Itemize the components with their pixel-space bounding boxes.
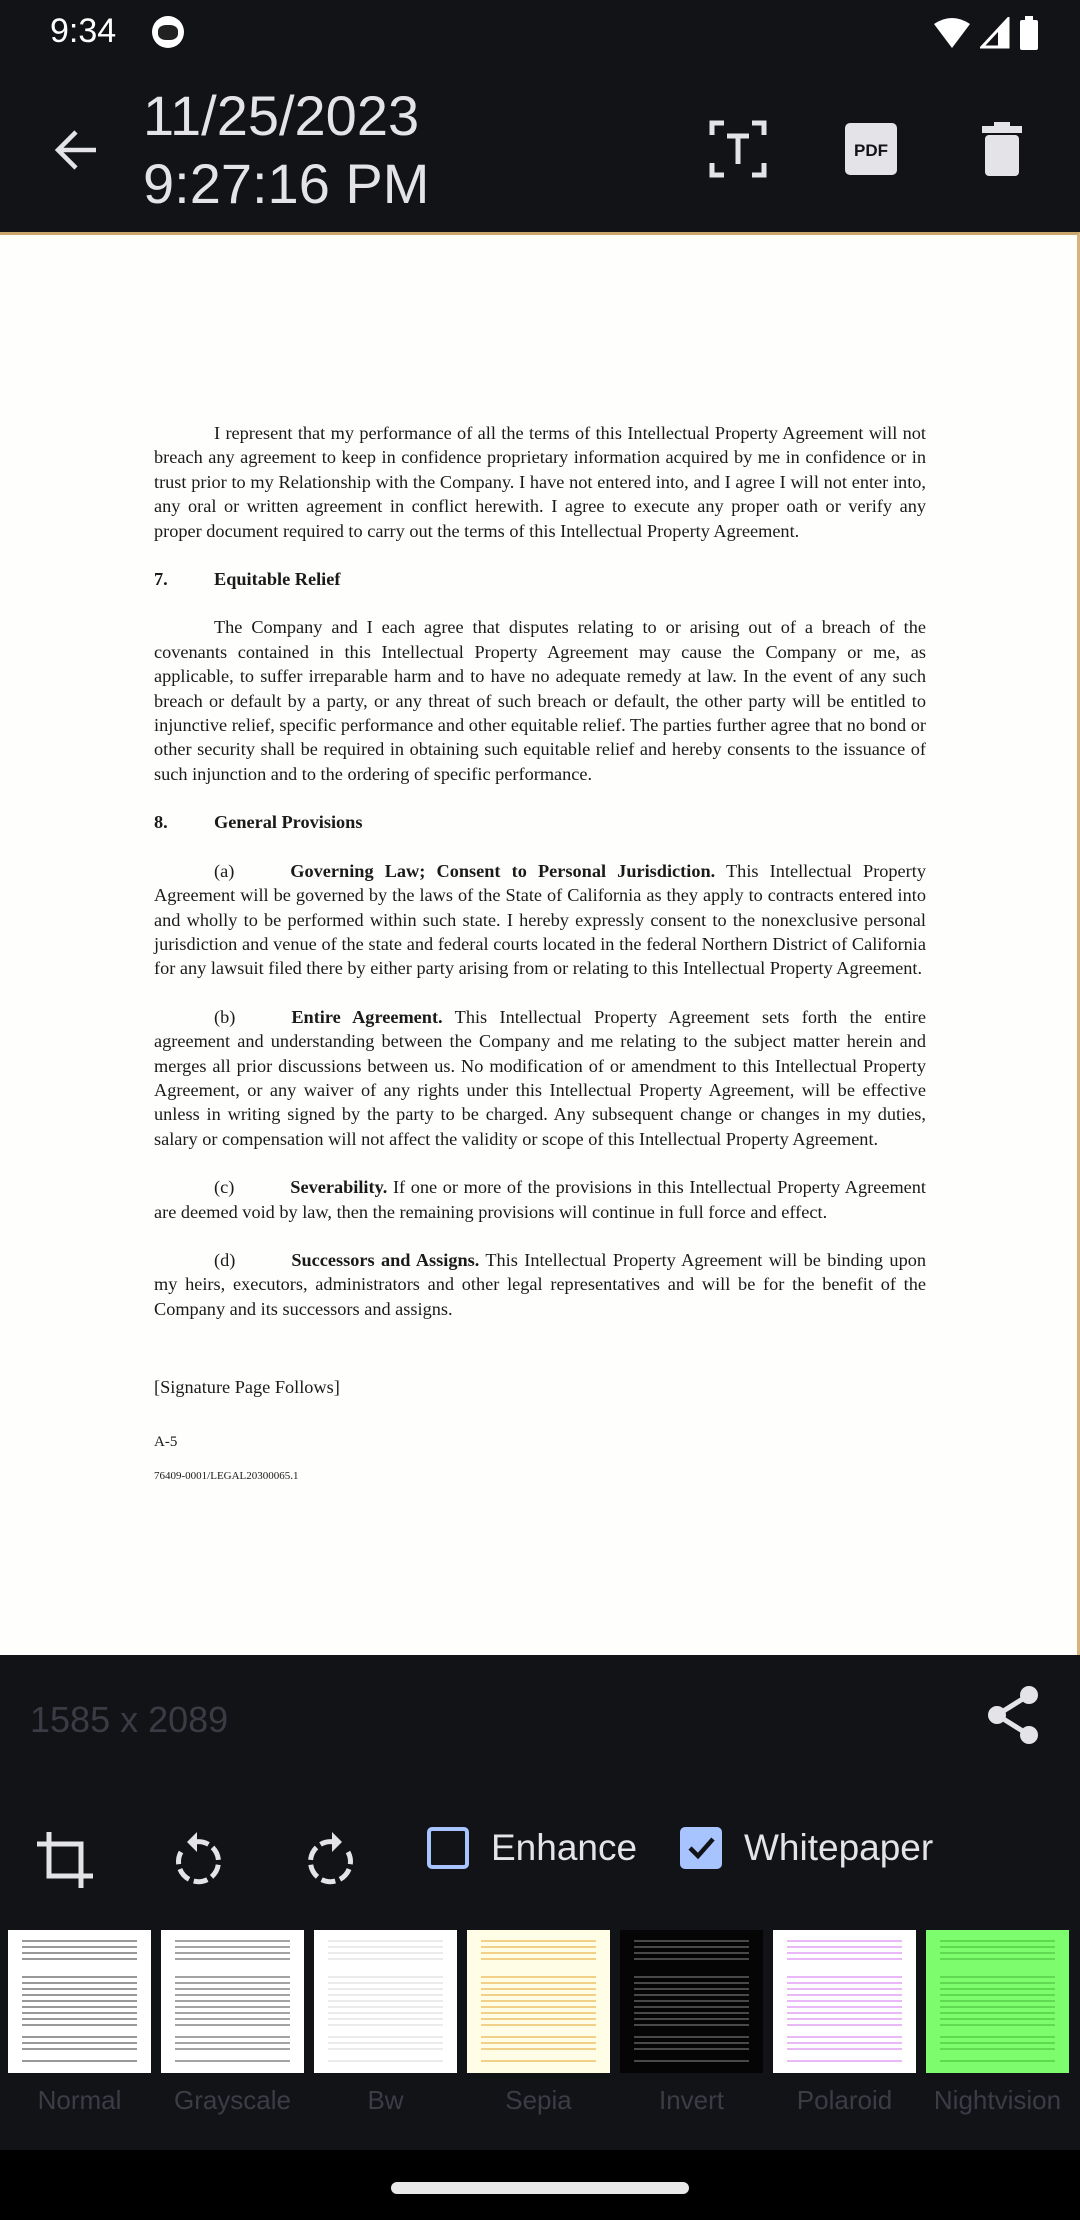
- filter-option[interactable]: [8, 1930, 151, 2116]
- filter-option[interactable]: [620, 1930, 763, 2116]
- page-number: A-5: [154, 1433, 178, 1450]
- filter-option[interactable]: [314, 1930, 457, 2116]
- thumbnail-text-line: [175, 2018, 290, 2020]
- home-gesture-handle[interactable]: [391, 2182, 689, 2194]
- filter-thumbnail: [773, 1930, 916, 2073]
- document-preview[interactable]: [0, 232, 1080, 1655]
- trash-icon: [980, 122, 1024, 176]
- pdf-icon: [845, 123, 897, 175]
- thumbnail-text-line: [481, 2060, 596, 2062]
- thumbnail-text-line: [22, 2012, 137, 2014]
- thumbnail-text-line: [481, 2000, 596, 2002]
- thumbnail-text-line: [634, 1952, 749, 1954]
- thumbnail-text-line: [634, 1940, 749, 1942]
- thumbnail-text-line: [175, 1988, 290, 1990]
- section-heading: 7. Equitable Relief: [154, 569, 341, 590]
- thumbnail-text-line: [22, 2042, 137, 2044]
- thumbnail-text-line: [634, 1988, 749, 1990]
- thumbnail-text-line: [940, 1982, 1055, 1984]
- thumbnail-text-line: [328, 2012, 443, 2014]
- export-pdf-button[interactable]: [836, 114, 906, 184]
- thumbnail-text-line: [634, 1976, 749, 1978]
- thumbnail-text-line: [328, 2060, 443, 2062]
- thumbnail-text-line: [22, 1994, 137, 1996]
- signal-icon: [980, 17, 1010, 49]
- thumbnail-text-line: [22, 1988, 137, 1990]
- thumbnail-text-line: [787, 1958, 902, 1960]
- enhance-label: Enhance: [491, 1827, 638, 1868]
- thumbnail-text-line: [175, 1952, 290, 1954]
- thumbnail-text-line: [22, 1946, 137, 1948]
- thumbnail-text-line: [328, 1958, 443, 1960]
- thumbnail-text-line: [634, 2042, 749, 2044]
- thumbnail-text-line: [22, 1952, 137, 1954]
- thumbnail-text-line: [481, 2048, 596, 2050]
- thumbnail-text-line: [22, 1976, 137, 1978]
- thumbnail-text-line: [940, 1940, 1055, 1942]
- thumbnail-text-line: [328, 1982, 443, 1984]
- thumbnail-text-line: [634, 2012, 749, 2014]
- svg-text:PDF: PDF: [854, 141, 888, 160]
- thumbnail-text-line: [328, 2042, 443, 2044]
- thumbnail-text-line: [940, 1952, 1055, 1954]
- thumbnail-text-line: [22, 2036, 137, 2038]
- doc-paragraph: (c) Severability. If one or more of the provisions in this Intellectual Property Agreement are deemed void by law, then the remaining provisions will continue in full force and effect.: [154, 1177, 927, 1222]
- thumbnail-text-line: [787, 1988, 902, 1990]
- filter-option[interactable]: [467, 1930, 610, 2116]
- thumbnail-text-line: [787, 1952, 902, 1954]
- bottom-panel: [0, 1655, 1080, 2150]
- thumbnail-text-line: [634, 2000, 749, 2002]
- section-heading: 8. General Provisions: [154, 812, 363, 833]
- filter-label: Nightvision: [933, 2085, 1062, 2115]
- thumbnail-text-line: [940, 1976, 1055, 1978]
- thumbnail-text-line: [940, 2042, 1055, 2044]
- thumbnail-text-line: [787, 2060, 902, 2062]
- whitepaper-label: Whitepaper: [744, 1827, 934, 1868]
- rotate-left-icon: [173, 1832, 223, 1888]
- thumbnail-text-line: [787, 1982, 902, 1984]
- share-icon[interactable]: [985, 1685, 1041, 1745]
- navigation-bar: [0, 2150, 1080, 2220]
- thumbnail-text-line: [175, 2012, 290, 2014]
- thumbnail-text-line: [787, 1940, 902, 1942]
- thumbnail-text-line: [940, 2006, 1055, 2008]
- filter-thumbnail: [8, 1930, 151, 2073]
- thumbnail-text-line: [481, 1988, 596, 1990]
- text-recognition-icon: [708, 119, 768, 179]
- doc-paragraph: (a) Governing Law; Consent to Personal Jurisdiction. This Intellectual Property Agreement will be governed by the laws of the State of California as they apply to contracts entered into and wholly to be performed within such state. I hereby expressly consent to the nonexclusive personal jurisdiction and venue of the state and federal courts located in the federal Northern District of California for any lawsuit filed there by either party arising from or relating to this Intellectual Property Agreement.: [154, 860, 926, 979]
- thumbnail-text-line: [22, 1982, 137, 1984]
- filter-label: Grayscale: [173, 2085, 292, 2115]
- document-id: 76409-0001/LEGAL20300065.1: [154, 1470, 299, 1482]
- doc-paragraph: (d) Successors and Assigns. This Intellectual Property Agreement will be binding upon my heirs, executors, administrators and other legal representatives and will be for the benefit of the Company and its successors and assigns.: [154, 1249, 926, 1319]
- thumbnail-text-line: [175, 1994, 290, 1996]
- thumbnail-text-line: [787, 2024, 902, 2026]
- thumbnail-text-line: [22, 2018, 137, 2020]
- thumbnail-text-line: [328, 1994, 443, 1996]
- filter-option[interactable]: [926, 1930, 1069, 2116]
- thumbnail-text-line: [787, 2000, 902, 2002]
- thumbnail-text-line: [634, 2018, 749, 2020]
- doc-paragraph: I represent that my performance of all the terms of this Intellectual Property Agreement will not breach any agreement to keep in confidence proprietary information acquired by me in confidence or in trust prior to my Relationship with the Company. I have not entered into, and I agree I will not enter into, any oral or written agreement in conflict herewith. I agree to execute any proper oath or verify any proper document required to carry out the terms of this Intellectual Property Agreement.: [154, 423, 926, 541]
- thumbnail-text-line: [940, 1988, 1055, 1990]
- thumbnail-text-line: [481, 1976, 596, 1978]
- thumbnail-text-line: [787, 2042, 902, 2044]
- rotate-right-button[interactable]: [296, 1825, 366, 1895]
- thumbnail-text-line: [787, 1976, 902, 1978]
- filter-thumbnail: [926, 1930, 1069, 2073]
- checkbox-unchecked-icon: [427, 1827, 469, 1869]
- ocr-text-button[interactable]: [703, 114, 773, 184]
- thumbnail-text-line: [940, 2036, 1055, 2038]
- thumbnail-text-line: [481, 2036, 596, 2038]
- thumbnail-text-line: [634, 2048, 749, 2050]
- thumbnail-text-line: [787, 1994, 902, 1996]
- image-dimensions: 1585 x 2089: [30, 1699, 229, 1740]
- thumbnail-text-line: [481, 1958, 596, 1960]
- filter-label: Polaroid: [796, 2085, 893, 2115]
- thumbnail-text-line: [481, 2006, 596, 2008]
- thumbnail-text-line: [481, 1940, 596, 1942]
- thumbnail-text-line: [940, 2048, 1055, 2050]
- thumbnail-text-line: [634, 2006, 749, 2008]
- thumbnail-text-line: [940, 1994, 1055, 1996]
- thumbnail-text-line: [940, 2000, 1055, 2002]
- doc-paragraph: The Company and I each agree that disputes relating to or arising out of a breach of the covenants contained in this Intellectual Property Agreement may cause the Company or me, as applicable, to suffer irreparable harm and to have no adequate remedy at law. In the event of any such breach or default by a party, or any threat of such breach or default, the other party will be entitled to injunctive relief, specific performance and other equitable relief. The parties further agree that no bond or other security shall be required in obtaining such equitable relief and hereby consents to the issuance of such injunction and to the ordering of specific performance.: [154, 617, 926, 784]
- thumbnail-text-line: [634, 1958, 749, 1960]
- thumbnail-text-line: [328, 2024, 443, 2026]
- thumbnail-text-line: [787, 2018, 902, 2020]
- filter-label: Bw: [367, 2085, 404, 2115]
- thumbnail-text-line: [940, 2012, 1055, 2014]
- thumbnail-text-line: [175, 2036, 290, 2038]
- thumbnail-text-line: [481, 1982, 596, 1984]
- battery-icon: [1020, 16, 1038, 50]
- crop-icon: [35, 1830, 95, 1890]
- thumbnail-text-line: [328, 2018, 443, 2020]
- thumbnail-text-line: [328, 1946, 443, 1948]
- thumbnail-text-line: [481, 2012, 596, 2014]
- thumbnail-text-line: [940, 2018, 1055, 2020]
- thumbnail-text-line: [175, 1976, 290, 1978]
- thumbnail-text-line: [22, 1958, 137, 1960]
- page-title: [143, 82, 429, 218]
- checkbox-checked-icon: [680, 1827, 722, 1869]
- crop-button[interactable]: [30, 1825, 100, 1895]
- thumbnail-text-line: [22, 2060, 137, 2062]
- thumbnail-text-line: [22, 2048, 137, 2050]
- thumbnail-text-line: [481, 2042, 596, 2044]
- rotate-right-icon: [306, 1832, 356, 1888]
- notification-cat-icon: [152, 16, 184, 48]
- filter-option[interactable]: [161, 1930, 304, 2116]
- thumbnail-text-line: [328, 1988, 443, 1990]
- thumbnail-text-line: [328, 2006, 443, 2008]
- thumbnail-text-line: [22, 1940, 137, 1942]
- thumbnail-text-line: [175, 2024, 290, 2026]
- thumbnail-text-line: [175, 1946, 290, 1948]
- thumbnail-text-line: [634, 2024, 749, 2026]
- doc-paragraph: (b) Entire Agreement. This Intellectual Property Agreement sets forth the entire agreement and understanding between the Company and me relating to the subject matter herein and merges all prior discussions between us. No modification of or amendment to this Intellectual Property Agreement, or any waiver of any rights under this Intellectual Property Agreement, will be effective unless in writing signed by the party to be charged. Any subsequent change or changes in my duties, salary or compensation will not affect the validity or scope of this Intellectual Property Agreement.: [154, 1006, 926, 1149]
- thumbnail-text-line: [175, 1982, 290, 1984]
- thumbnail-text-line: [481, 2018, 596, 2020]
- thumbnail-text-line: [175, 1958, 290, 1960]
- status-bar: [0, 0, 1080, 72]
- thumbnail-text-line: [634, 2060, 749, 2062]
- thumbnail-text-line: [634, 1946, 749, 1948]
- enhance-checkbox[interactable]: [427, 1827, 637, 1869]
- signature-note: [Signature Page Follows]: [154, 1377, 340, 1398]
- thumbnail-text-line: [22, 2024, 137, 2026]
- thumbnail-text-line: [481, 1994, 596, 1996]
- thumbnail-text-line: [175, 2000, 290, 2002]
- status-time: 9:34: [50, 12, 117, 50]
- thumbnail-text-line: [175, 2060, 290, 2062]
- filter-thumbnail: [314, 1930, 457, 2073]
- thumbnail-text-line: [328, 1976, 443, 1978]
- top-app-bar: [0, 72, 1080, 232]
- thumbnail-text-line: [940, 2060, 1055, 2062]
- thumbnail-text-line: [634, 1982, 749, 1984]
- thumbnail-text-line: [481, 1952, 596, 1954]
- thumbnail-text-line: [634, 2036, 749, 2038]
- thumbnail-text-line: [940, 1946, 1055, 1948]
- filter-thumbnail: [467, 1930, 610, 2073]
- filter-thumbnail: [620, 1930, 763, 2073]
- title-date: 11/25/2023: [143, 84, 420, 147]
- thumbnail-text-line: [940, 1958, 1055, 1960]
- thumbnail-text-line: [328, 2000, 443, 2002]
- thumbnail-text-line: [787, 2036, 902, 2038]
- rotate-left-button[interactable]: [163, 1825, 233, 1895]
- delete-button[interactable]: [967, 114, 1037, 184]
- thumbnail-text-line: [328, 1940, 443, 1942]
- thumbnail-text-line: [481, 2024, 596, 2026]
- filter-label: Sepia: [505, 2085, 572, 2115]
- thumbnail-text-line: [787, 2048, 902, 2050]
- thumbnail-text-line: [787, 2012, 902, 2014]
- title-time: 9:27:16 PM: [143, 152, 430, 215]
- thumbnail-text-line: [481, 1946, 596, 1948]
- thumbnail-text-line: [787, 1946, 902, 1948]
- thumbnail-text-line: [175, 2042, 290, 2044]
- thumbnail-text-line: [328, 2036, 443, 2038]
- filter-label: Normal: [37, 2085, 122, 2115]
- thumbnail-text-line: [175, 2006, 290, 2008]
- filter-option[interactable]: [773, 1930, 916, 2116]
- thumbnail-text-line: [787, 2006, 902, 2008]
- thumbnail-text-line: [22, 2006, 137, 2008]
- back-arrow-icon[interactable]: [48, 120, 108, 180]
- thumbnail-text-line: [175, 2048, 290, 2050]
- whitepaper-checkbox[interactable]: [680, 1827, 933, 1869]
- thumbnail-text-line: [328, 2048, 443, 2050]
- thumbnail-text-line: [175, 1940, 290, 1942]
- wifi-icon: [934, 18, 970, 48]
- filter-thumbnail: [161, 1930, 304, 2073]
- thumbnail-text-line: [940, 2024, 1055, 2026]
- filter-strip[interactable]: [8, 1930, 1072, 2116]
- filter-label: Invert: [658, 2085, 725, 2115]
- thumbnail-text-line: [328, 1952, 443, 1954]
- thumbnail-text-line: [634, 1994, 749, 1996]
- thumbnail-text-line: [22, 2000, 137, 2002]
